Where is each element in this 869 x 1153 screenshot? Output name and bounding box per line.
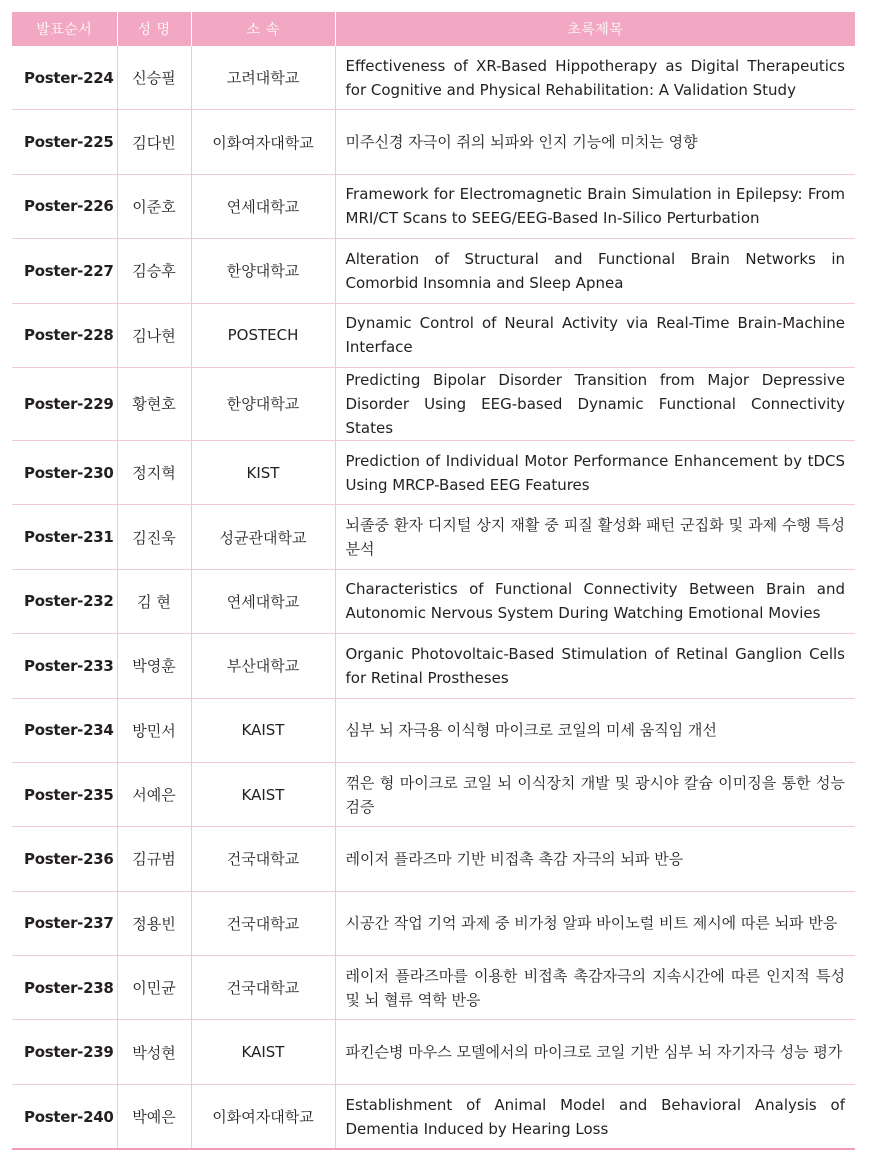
cell-presenter-name: 신승필 [117,46,191,110]
cell-abstract-title: 미주신경 자극이 쥐의 뇌파와 인지 기능에 미치는 영향 [335,110,855,174]
cell-presentation-order: Poster-240 [12,1084,117,1149]
table-row [12,239,855,303]
cell-presenter-name: 김나현 [117,303,191,367]
cell-affiliation: 고려대학교 [191,46,335,110]
cell-affiliation: 이화여자대학교 [191,1084,335,1149]
cell-presenter-name: 박영훈 [117,634,191,698]
cell-presentation-order: Poster-231 [12,505,117,569]
table-row [12,440,855,504]
table-header [12,12,855,46]
table-row [12,956,855,1020]
cell-affiliation: 건국대학교 [191,891,335,955]
cell-affiliation: 한양대학교 [191,367,335,440]
cell-abstract-title: 레이저 플라즈마를 이용한 비접촉 촉감자극의 지속시간에 따른 인지적 특성 및 뇌 혈류 역학 반응 [335,956,855,1020]
table-row [12,1020,855,1084]
cell-abstract-title: 레이저 플라즈마 기반 비접촉 촉감 자극의 뇌파 반응 [335,827,855,891]
cell-presenter-name: 방민서 [117,698,191,762]
cell-presentation-order: Poster-229 [12,367,117,440]
cell-affiliation: 건국대학교 [191,956,335,1020]
poster-schedule-table [12,12,855,1150]
cell-abstract-title: Prediction of Individual Motor Performance Enhancement by tDCS Using MRCP-Based EEG Features [335,440,855,504]
table-row [12,569,855,633]
cell-presenter-name: 김규범 [117,827,191,891]
cell-presenter-name: 박예은 [117,1084,191,1149]
header-title: 초록제목 [335,12,855,46]
cell-affiliation: KIST [191,440,335,504]
cell-presentation-order: Poster-224 [12,46,117,110]
cell-affiliation: POSTECH [191,303,335,367]
table-row [12,762,855,826]
table-row [12,891,855,955]
cell-abstract-title: 뇌졸중 환자 디지털 상지 재활 중 피질 활성화 패턴 군집화 및 과제 수행 특성 분석 [335,505,855,569]
cell-affiliation: 연세대학교 [191,569,335,633]
cell-presenter-name: 김진욱 [117,505,191,569]
table-row [12,1084,855,1149]
cell-affiliation: 부산대학교 [191,634,335,698]
cell-abstract-title: 심부 뇌 자극용 이식형 마이크로 코일의 미세 움직임 개선 [335,698,855,762]
cell-presenter-name: 정지혁 [117,440,191,504]
table-row [12,174,855,238]
cell-affiliation: KAIST [191,762,335,826]
cell-abstract-title: Characteristics of Functional Connectivity Between Brain and Autonomic Nervous System During Watching Emotional Movies [335,569,855,633]
table-row [12,634,855,698]
cell-presentation-order: Poster-236 [12,827,117,891]
cell-abstract-title: Establishment of Animal Model and Behavioral Analysis of Dementia Induced by Hearing Loss [335,1084,855,1149]
cell-presenter-name: 김다빈 [117,110,191,174]
cell-affiliation: KAIST [191,1020,335,1084]
cell-abstract-title: Effectiveness of XR-Based Hippotherapy as Digital Therapeutics for Cognitive and Physical Rehabilitation: A Validation Study [335,46,855,110]
table-row [12,303,855,367]
cell-affiliation: 건국대학교 [191,827,335,891]
cell-presenter-name: 이민균 [117,956,191,1020]
cell-presentation-order: Poster-228 [12,303,117,367]
cell-affiliation: 연세대학교 [191,174,335,238]
cell-presentation-order: Poster-234 [12,698,117,762]
header-order: 발표순서 [12,12,117,46]
table-row [12,827,855,891]
cell-presenter-name: 이준호 [117,174,191,238]
cell-presenter-name: 김승후 [117,239,191,303]
cell-affiliation: 이화여자대학교 [191,110,335,174]
cell-presentation-order: Poster-227 [12,239,117,303]
table-row [12,505,855,569]
cell-abstract-title: 파킨슨병 마우스 모델에서의 마이크로 코일 기반 심부 뇌 자기자극 성능 평가 [335,1020,855,1084]
cell-abstract-title: Dynamic Control of Neural Activity via Real-Time Brain-Machine Interface [335,303,855,367]
cell-presenter-name: 황현호 [117,367,191,440]
header-row [12,12,855,46]
table-row [12,698,855,762]
table-row [12,367,855,440]
cell-affiliation: 성균관대학교 [191,505,335,569]
cell-abstract-title: Predicting Bipolar Disorder Transition from Major Depressive Disorder Using EEG-based Dynamic Functional Connectivity States [335,367,855,440]
cell-presentation-order: Poster-232 [12,569,117,633]
cell-abstract-title: Framework for Electromagnetic Brain Simulation in Epilepsy: From MRI/CT Scans to SEEG/EEG-Based In-Silico Perturbation [335,174,855,238]
table-row [12,46,855,110]
cell-presentation-order: Poster-235 [12,762,117,826]
cell-presenter-name: 박성현 [117,1020,191,1084]
table-row [12,110,855,174]
cell-presenter-name: 정용빈 [117,891,191,955]
cell-presentation-order: Poster-237 [12,891,117,955]
cell-presentation-order: Poster-226 [12,174,117,238]
cell-presentation-order: Poster-238 [12,956,117,1020]
table-body [12,46,855,1149]
cell-presenter-name: 김 현 [117,569,191,633]
cell-abstract-title: Alteration of Structural and Functional Brain Networks in Comorbid Insomnia and Sleep Apnea [335,239,855,303]
cell-affiliation: KAIST [191,698,335,762]
cell-presenter-name: 서예은 [117,762,191,826]
header-name: 성 명 [117,12,191,46]
cell-presentation-order: Poster-230 [12,440,117,504]
poster-schedule-table-wrapper [12,12,855,1150]
cell-presentation-order: Poster-233 [12,634,117,698]
cell-abstract-title: 꺾은 형 마이크로 코일 뇌 이식장치 개발 및 광시야 칼슘 이미징을 통한 성능 검증 [335,762,855,826]
cell-abstract-title: 시공간 작업 기억 과제 중 비가청 알파 바이노럴 비트 제시에 따른 뇌파 반응 [335,891,855,955]
cell-affiliation: 한양대학교 [191,239,335,303]
header-affiliation: 소 속 [191,12,335,46]
cell-presentation-order: Poster-225 [12,110,117,174]
cell-abstract-title: Organic Photovoltaic-Based Stimulation of Retinal Ganglion Cells for Retinal Prostheses [335,634,855,698]
cell-presentation-order: Poster-239 [12,1020,117,1084]
